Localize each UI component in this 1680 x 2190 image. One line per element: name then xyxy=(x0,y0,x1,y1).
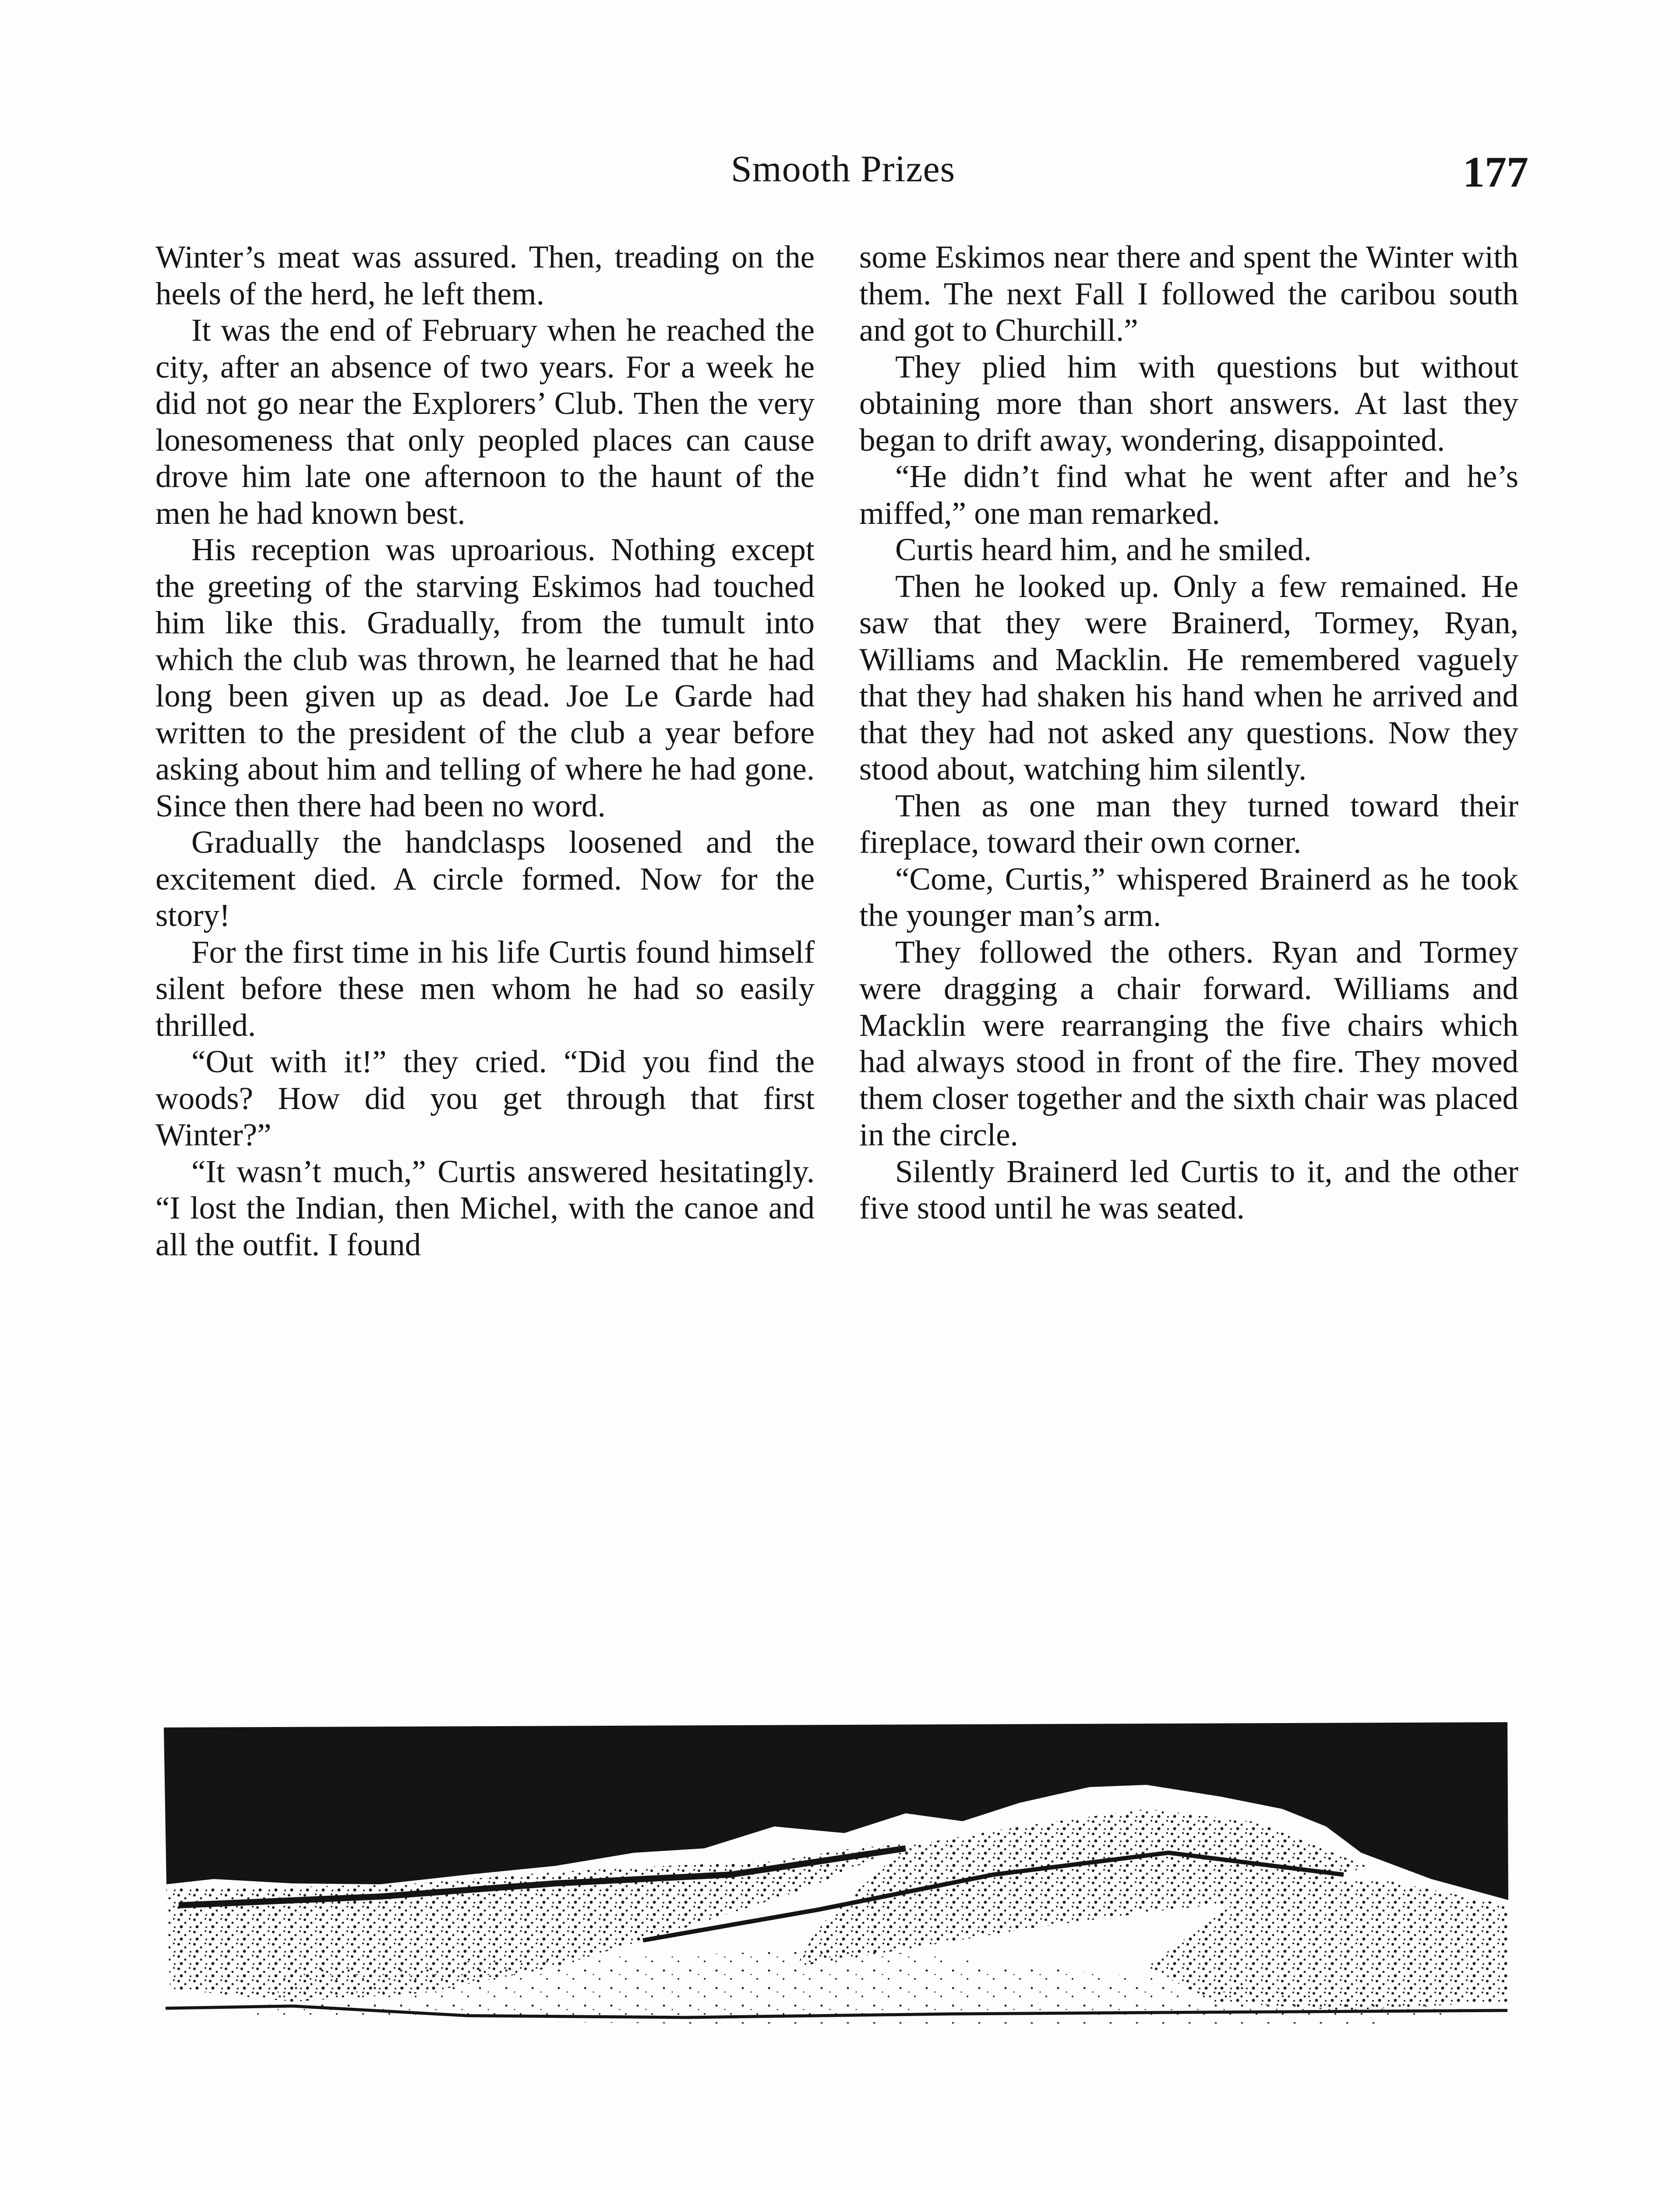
paragraph: Winter’s meat was assured. Then, treading on the heels of the herd, he left them. xyxy=(155,239,815,311)
page-number: 177 xyxy=(1463,148,1528,196)
left-column xyxy=(155,239,815,1263)
snowy-hills-icon xyxy=(161,1721,1511,2028)
paragraph: Curtis heard him, and he smiled. xyxy=(895,532,1312,567)
snowy-hills-illustration xyxy=(161,1721,1511,2028)
right-column xyxy=(859,239,1518,1226)
paragraph: It was the end of February when he reached the city, after an absence of two years. For a week he did not go near the Explorers’ Club. Then the very lonesomeness that only peopled places can cause drove him late one afternoon to the haunt of the men he had known best. xyxy=(155,312,815,531)
paragraph: “Come, Curtis,” whispered Brainerd as he took the younger man’s arm. xyxy=(859,861,1518,933)
paragraph: Gradually the handclasps loosened and the excitement died. A circle formed. Now for the story! xyxy=(155,824,815,933)
paragraph: For the first time in his life Curtis found himself silent before these men whom he had so easily thrilled. xyxy=(155,934,815,1043)
paragraph: Silently Brainerd led Curtis to it, and the other five stood until he was seated. xyxy=(859,1153,1518,1226)
page-header xyxy=(158,147,1528,204)
paragraph: They followed the others. Ryan and Tormey were dragging a chair forward. Williams and Macklin were rearranging the five chairs which had always stood in front of the fire. They moved them closer together and the sixth chair was placed in the circle. xyxy=(859,934,1518,1152)
paragraph: “Out with it!” they cried. “Did you find the woods? How did you get through that first Winter?” xyxy=(155,1044,815,1152)
paragraph: some Eskimos near there and spent the Winter with them. The next Fall I followed the caribou south and got to Churchill.” xyxy=(859,239,1518,348)
paragraph: Then as one man they turned toward their fireplace, toward their own corner. xyxy=(859,788,1518,860)
paragraph: Then he looked up. Only a few remained. He saw that they were Brainerd, Tormey, Ryan, Williams and Macklin. He remembered vaguely that they had shaken his hand when he arrived and that they had not asked any questions. Now they stood about, watching him silently. xyxy=(859,568,1518,787)
running-title: Smooth Prizes xyxy=(731,148,956,190)
paragraph: “He didn’t find what he went after and he’s miffed,” one man remarked. xyxy=(859,459,1518,531)
paragraph: They plied him with questions but without obtaining more than short answers. At last they began to drift away, wondering, disappointed. xyxy=(859,349,1518,458)
paragraph: “It wasn’t much,” Curtis answered hesitatingly. “I lost the Indian, then Michel, with the canoe and all the outfit. I found xyxy=(155,1153,815,1262)
paragraph: His reception was uproarious. Nothing except the greeting of the starving Eskimos had touched him like this. Gradually, from the tumult into which the club was thrown, he learned that he had long been given up as dead. Joe Le Garde had written to the president of the club a year before asking about him and telling of where he had gone. Since then there had been no word. xyxy=(155,532,815,823)
